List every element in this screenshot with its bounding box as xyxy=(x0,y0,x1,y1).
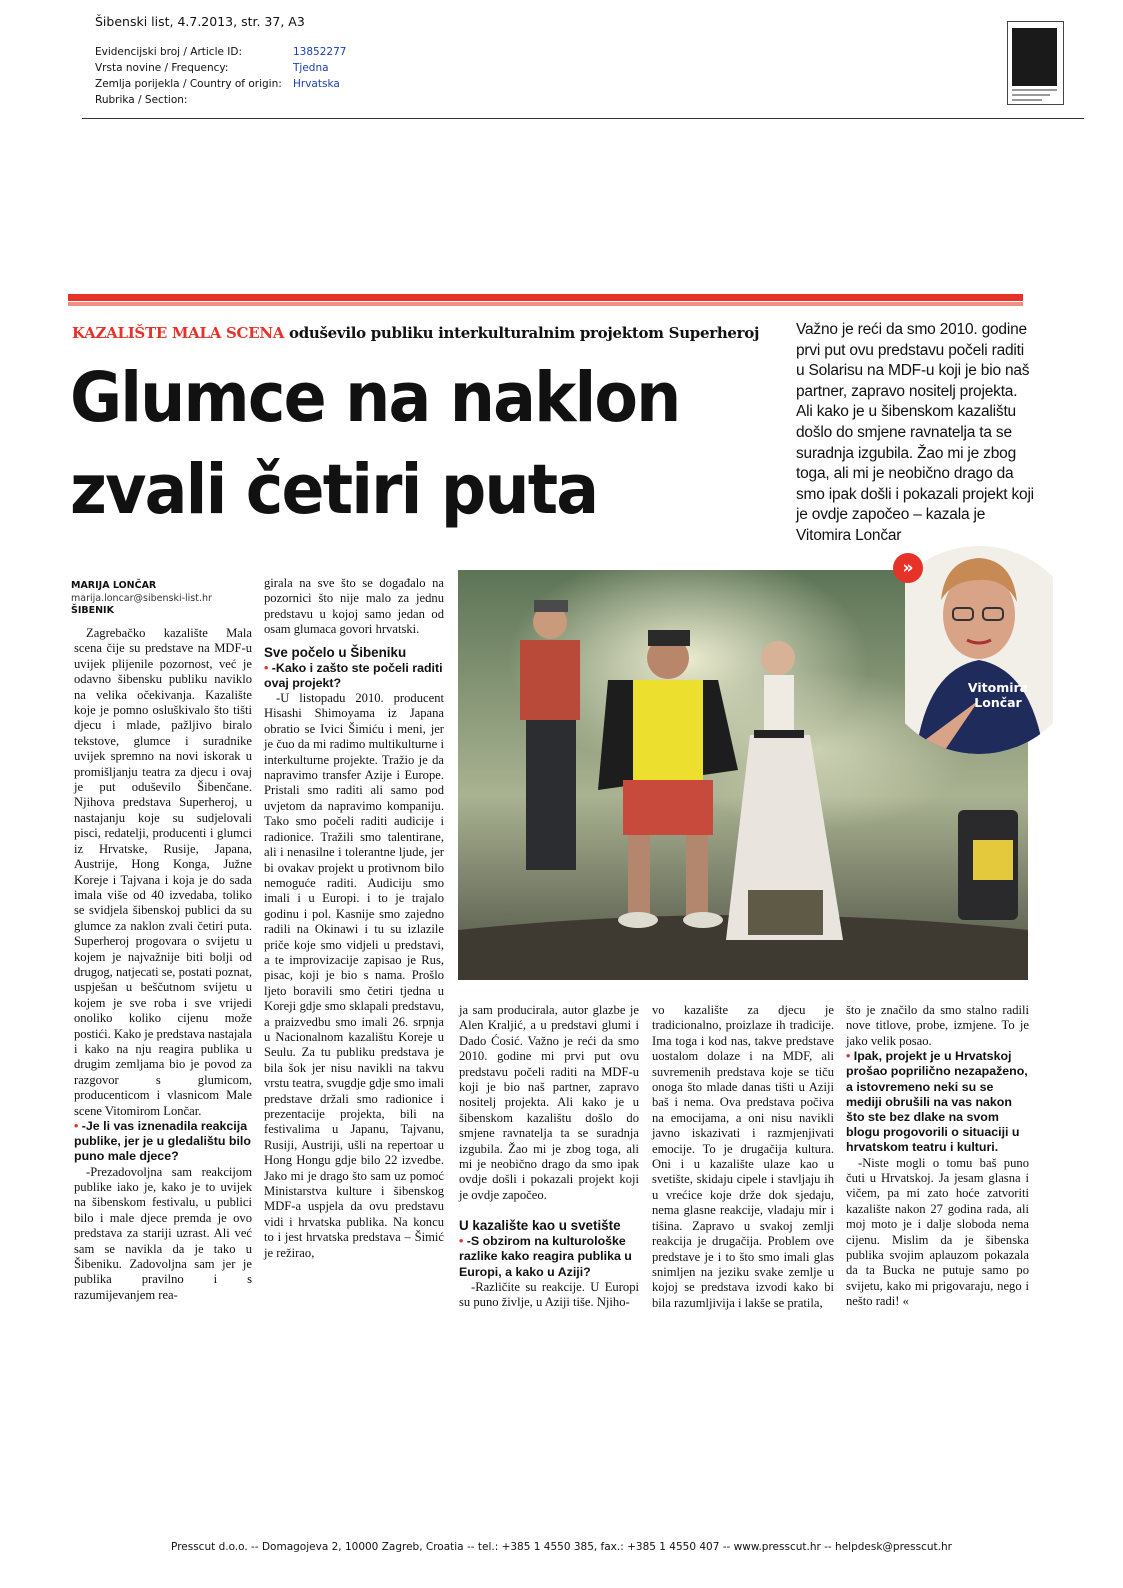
paragraph: -U listopadu 2010. producent Hisashi Shimoyama iz Japana obratio se Ivici Šimiću i meni, jer je čuo da mi radimo multikulturne i interkulturne projekte. Tražio je da napravimo transfer Azije i Europe. Pristali smo raditi ali samo pod uvjetom da napravimo kompaniju. Tako smo počeli raditi audicije i radionice. Tražili smo talentirane, ali i nenasilne i tolerantne ljude, jer bi ovakav projekt u protivnom bilo nemoguće raditi. Audiciju smo imali i u Europi. i to je trajalo godinu i pol. Kasnije smo zajedno radili na Okinawi i tu su izlazile priče koje smo vidjeli u predstavi, a te improvizacije zapisao je Rus, pisac, koji je bio s nama. Prošlo ljeto boravili smo četiri tjedna u Koreji gdje smo sklapali predstavu, a praizvedbu smo imali 26. srpnja u Nacionalnom kazalištu Koreje u Seulu. Za tu publiku predstava je bila šok jer nisu navikli na takvu vrstu teatra, svugdje gdje smo imali predstave držali smo radionice i prezentacije projekta, bili na festivalima u Japanu, Tajvanu, Rusiji, Austriji, ušli na repertoar u Hong Hongu gdje bilo 22 izvedbe. Jako mi je drago što sam uz pomoć Ministarstva kulture i šibenskog MDF-a uspjela da ovu predstavu vidi i hrvatska publika. Na koncu to i jest hrvatska predstava – Šimić je režirao, xyxy=(264,691,444,1260)
question-text: -Je li vas iznenadila reakcija publike, jer je u gledalištu bilo puno male djece? xyxy=(74,1119,251,1164)
meta-row-country xyxy=(95,76,346,92)
page-footer: Presscut d.o.o. -- Domagojeva 2, 10000 Zagreb, Croatia -- tel.: +385 1 4550 385, fax.: +385 1 4550 407 -- www.presscut.hr -- helpdesk@presscut.hr xyxy=(171,1541,952,1553)
byline xyxy=(71,580,212,618)
thumbnail-line xyxy=(1012,94,1050,96)
meta-row-section xyxy=(95,92,346,108)
question-text: -Kako i zašto ste počeli raditi ovaj projekt? xyxy=(264,660,443,690)
meta-label: Vrsta novine / Frequency: xyxy=(95,62,229,74)
subheading: Sve počelo u Šibeniku xyxy=(264,644,407,660)
clipping-source-line: Šibenski list, 4.7.2013, str. 37, A3 xyxy=(95,14,305,29)
quote-arrow-icon: » xyxy=(893,553,923,583)
article-top-bar-shade xyxy=(68,302,1023,306)
article-column-3 xyxy=(459,1003,639,1311)
kicker-highlight: KAZALIŠTE MALA SCENA xyxy=(72,324,285,342)
meta-label: Evidencijski broj / Article ID: xyxy=(95,46,243,58)
article-column-2 xyxy=(264,576,444,1261)
paragraph: girala na sve što se događalo na pozornici što nije malo za jednu predstavu u kojoj samo jedan od osam glumaca govori hrvatski. xyxy=(264,576,444,637)
pull-quote: Važno je reći da smo 2010. godine prvi put ovu predstavu počeli raditi u Solarisu na MDF-u koji je bio naš partner, zapravo nositelj projekta. Ali kako je u šibenskom kazalištu došlo do smjene ravnatelja ta se suradnja izgubila. Žao mi je zbog toga, ali mi je neobično drago da smo ipak došli i pokazali projekt koji je ovdje započeo – kazala je Vitomira Lončar xyxy=(796,321,1034,544)
article-column-1 xyxy=(74,626,252,1303)
article-headline: Glumce na naklon zvali četiri puta xyxy=(70,358,680,530)
paragraph: -Niste mogli o tomu baš puno čuti u Hrvatskoj. Ja jesam glasna i vičem, pa mi zato hoće zatvoriti kazalište nakon 27 godina rada, ali moj moto je i dalje sloboda nema cijenu. Mislim da je šibenska publika svojim aplauzom pokazala da ta Bucka ne putuje samo po svijetu, kako mi prigovaraju, nego i nešto radi! « xyxy=(846,1155,1029,1309)
interview-question xyxy=(459,1234,639,1280)
bullet-icon: • xyxy=(459,1234,467,1249)
paragraph: -Različite su reakcije. U Europi su puno življe, u Aziji tiše. Njiho- xyxy=(459,1279,639,1310)
thumbnail-line xyxy=(1012,89,1057,91)
article-kicker xyxy=(72,324,759,342)
author-name: MARIJA LONČAR xyxy=(71,580,157,591)
subheading: U kazalište kao u svetište xyxy=(459,1218,621,1234)
paragraph: vo kazalište za djecu je tradicionalno, proizlaze ih tradicije. Ima toga i kod nas, takve predstave uostalom dolaze i na MDF, ali suvremenih predstava koje se tiču onoga što mlade danas tišti u Aziji baš i nema. Ova predstava počiva na emocijama, a oni nisu navikli javno iskazivati i razmjenjivati emocije. To je drugačija kultura. Oni i u kazalište ulaze kao u svetište, skidaju cipele i stavljaju ih u vrećice koje drže dok sjedaju, nema glasne reakcije, vladaju mir i tišina. Zapravo u svakoj zemlji reakcija je drugačija. Problem ove predstave je i to što smo imali glas snimljen na jeziku svake zemlje u kojoj se predstava izvodi kako bi bila razumljivija i lakše se pratila, xyxy=(652,1003,834,1310)
kicker-text: oduševilo publiku interkulturalnim projektom Superheroj xyxy=(289,324,760,342)
interview-question xyxy=(846,1049,1029,1155)
paragraph: -Prezadovoljna sam reakcijom publike iako je, kako je to uvijek na šibenskom festivalu, u publici bilo i male djece premda je ovo predstava za stariji uzrast. Ali već sam se navikla da je tako u Šibeniku. Zadovoljna sam jer je publika pravilno i s razumijevanjem rea- xyxy=(74,1164,252,1302)
thumbnail-line xyxy=(1012,99,1042,101)
meta-value: Hrvatska xyxy=(293,78,340,90)
question-text: -S obzirom na kulturološke razlike kako reagira publika u Europi, a kako u Aziji? xyxy=(459,1234,632,1279)
page-thumbnail xyxy=(1007,21,1064,105)
paragraph: Zagrebačko kazalište Mala scena čije su predstave na MDF-u uvijek plijenile pozornost, već je odavno šibensku publiku naviklo na velika očekivanja. Kazalište koje je pomno osluškivalo što tišti djecu i mlade, pažljivo biralo tekstove, glumce i suradnike uvijek spremno na novi iskorak u promišljanju teatra za djecu i ovaj je put oduševilo Šibenčane. Njihova predstava Superheroj, u nastajanju koje su sudjelovali pisci, redatelji, producenti i glumci iz Hrvatske, Rusije, Japana, Austrije, Hong Konga, Južne Koreje i Tajvana i koja je do sada imala više od 40 izvedaba, toliko se svidjela šibenskoj publici da su glumce za naklon zvali četiri puta. Superheroj progovara o svijetu u kojem je najvažnije biti bolji od drugog, natjecati se, postati poznat, uspješan u beščutnom svijetu u kojem je sve roba i sve vrijedi onoliko koliko cijenu može postići. Kako je predstava nastajala i kako na nju reagira publika u drugim zemljama bio je povod za razgovor s glumicom, producenticom i vlasnicom Male scene Vitomirom Lončar. xyxy=(74,626,253,1118)
meta-label: Zemlja porijekla / Country of origin: xyxy=(95,78,282,90)
interview-question xyxy=(74,1119,252,1165)
article-top-bar xyxy=(68,294,1023,301)
header-divider xyxy=(82,118,1084,119)
article-column-5 xyxy=(846,1003,1029,1310)
author-email: marija.loncar@sibenski-list.hr xyxy=(71,592,212,604)
interview-question xyxy=(264,661,444,691)
meta-row-article-id xyxy=(95,44,346,60)
inset-portrait xyxy=(905,540,1053,760)
article-column-4 xyxy=(652,1003,834,1311)
meta-value: Tjedna xyxy=(293,62,329,74)
thumbnail-image xyxy=(1012,28,1057,86)
clipping-metadata xyxy=(95,44,346,108)
portrait-caption: Vitomira Lončar xyxy=(967,680,1029,710)
bullet-icon: • xyxy=(846,1049,854,1064)
paragraph: ja sam producirala, autor glazbe je Alen Kraljić, a u predstavi glumi i Dado Ćosić. Važno je reći da smo 2010. godine mi prvi put ovu predstavu počeli raditi na MDF-u koji je bio naš partner, zapravo nositelj projekta. Ali kako je u šibenskom kazalištu došlo do smjene ravnatelja ta se suradnja izgubila. Žao mi je zbog toga, ali mi je neobično drago da smo ipak ovdje došli i pokazali projekt koji je ovdje započeo. xyxy=(459,1003,639,1202)
paragraph: što je značilo da smo stalno radili nove titlove, probe, izmjene. To je jako velik posao. xyxy=(846,1003,1029,1048)
dateline-city: ŠIBENIK xyxy=(71,605,114,616)
bullet-icon: • xyxy=(74,1119,82,1133)
meta-label: Rubrika / Section: xyxy=(95,94,188,106)
meta-value: 13852277 xyxy=(293,46,347,58)
portrait-image xyxy=(905,540,1053,760)
bullet-icon: • xyxy=(264,660,272,675)
question-text: Ipak, projekt je u Hrvatskoj prošao poprilično nezapaženo, a istovremeno neki su se mediji obrušili na vas nakon što ste bez dlake na svom blogu progovorili o situaciji u hrvatskom teatru i kulturi. xyxy=(846,1049,1028,1155)
meta-row-frequency xyxy=(95,60,346,76)
